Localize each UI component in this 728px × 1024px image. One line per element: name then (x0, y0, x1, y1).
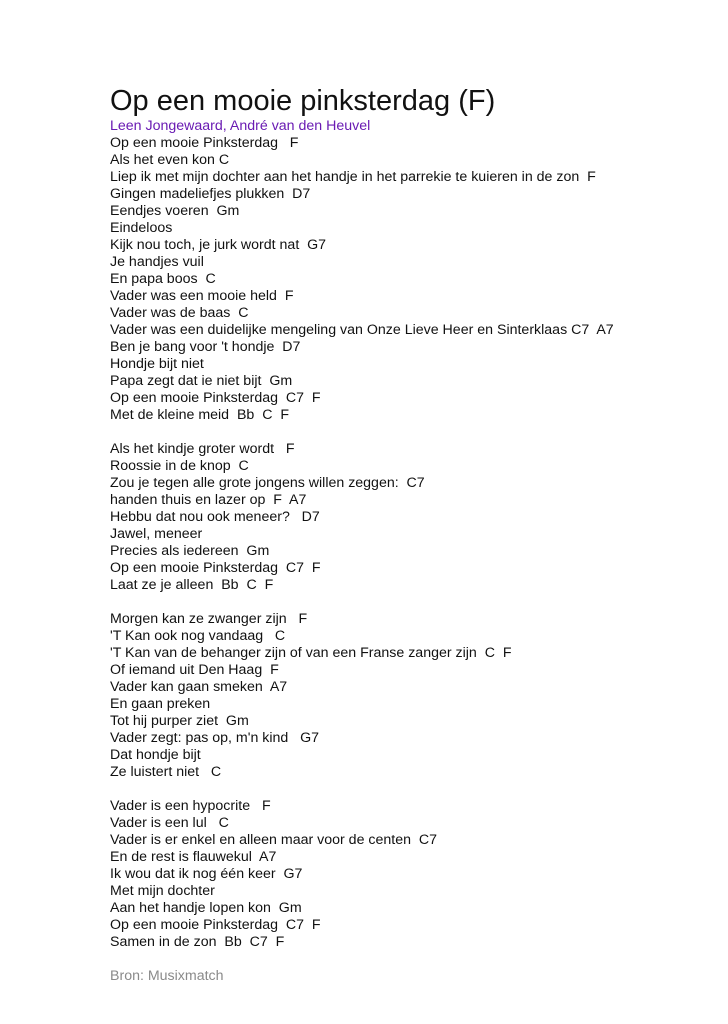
lyric-line: Vader zegt: pas op, m'n kind G7 (110, 730, 320, 746)
lyric-line: Ze luistert niet C (110, 764, 222, 780)
lyric-line: Gingen madeliefjes plukken D7 (110, 186, 311, 202)
song-authors: Leen Jongewaard, André van den Heuvel (110, 118, 371, 134)
lyric-line: Tot hij purper ziet Gm (110, 713, 249, 729)
lyric-line: Ik wou dat ik nog één keer G7 (110, 866, 303, 882)
lyric-line: Met mijn dochter (110, 883, 215, 899)
lyric-line: En papa boos C (110, 271, 216, 287)
lyric-line: Als het even kon C (110, 152, 230, 168)
lyric-line: Hondje bijt niet (110, 356, 204, 372)
lyric-line: Morgen kan ze zwanger zijn F (110, 611, 308, 627)
lyric-line: Op een mooie Pinksterdag C7 F (110, 560, 321, 576)
lyric-line: Vader is een lul C (110, 815, 229, 831)
lyric-line: Papa zegt dat ie niet bijt Gm (110, 373, 293, 389)
lyric-line: Vader kan gaan smeken A7 (110, 679, 288, 695)
lyrics (110, 135, 710, 951)
lyric-line: Samen in de zon Bb C7 F (110, 934, 285, 950)
lyric-line: Je handjes vuil (110, 254, 204, 270)
lyric-line: En gaan preken (110, 696, 211, 712)
lyric-line: Kijk nou toch, je jurk wordt nat G7 (110, 237, 327, 253)
lyric-line: Zou je tegen alle grote jongens willen zeggen: C7 (110, 475, 425, 491)
lyric-line: Liep ik met mijn dochter aan het handje in het parrekie te kuieren in de zon F (110, 169, 596, 185)
lyric-line: Of iemand uit Den Haag F (110, 662, 279, 678)
lyric-line: Vader was de baas C (110, 305, 249, 321)
stanza-gap (110, 424, 710, 441)
stanza (110, 441, 710, 594)
source-credit: Bron: Musixmatch (110, 968, 224, 984)
lyric-line: Aan het handje lopen kon Gm (110, 900, 302, 916)
lyric-line: 'T Kan van de behanger zijn of van een Franse zanger zijn C F (110, 645, 512, 661)
lyric-line: Vader is een hypocrite F (110, 798, 271, 814)
lyric-line: Laat ze je alleen Bb C F (110, 577, 274, 593)
lyric-line: Vader was een mooie held F (110, 288, 294, 304)
lyric-line: Hebbu dat nou ook meneer? D7 (110, 509, 320, 525)
lyric-line: Met de kleine meid Bb C F (110, 407, 289, 423)
lyric-line: Roossie in de knop C (110, 458, 249, 474)
lyric-line: Op een mooie Pinksterdag C7 F (110, 390, 321, 406)
lyric-line: Op een mooie Pinksterdag C7 F (110, 917, 321, 933)
lyric-line: Dat hondje bijt (110, 747, 201, 763)
stanza (110, 798, 710, 951)
lyric-line: Jawel, meneer (110, 526, 203, 542)
lyric-line: Precies als iedereen Gm (110, 543, 270, 559)
lyric-line: Eindeloos (110, 220, 173, 236)
stanza-gap (110, 781, 710, 798)
lyric-line: Vader was een duidelijke mengeling van Onze Lieve Heer en Sinterklaas C7 A7 (110, 322, 614, 338)
stanza-gap (110, 594, 710, 611)
lyric-line: Ben je bang voor 't hondje D7 (110, 339, 301, 355)
lyric-line: Als het kindje groter wordt F (110, 441, 295, 457)
lyric-line: 'T Kan ook nog vandaag C (110, 628, 286, 644)
lyric-line: handen thuis en lazer op F A7 (110, 492, 307, 508)
song-sheet (110, 84, 710, 985)
stanza (110, 611, 710, 781)
stanza (110, 135, 710, 424)
lyric-line: Op een mooie Pinksterdag F (110, 135, 299, 151)
lyric-line: Vader is er enkel en alleen maar voor de centen C7 (110, 832, 438, 848)
lyric-line: En de rest is flauwekul A7 (110, 849, 277, 865)
song-title: Op een mooie pinksterdag (F) (110, 85, 496, 117)
lyric-line: Eendjes voeren Gm (110, 203, 240, 219)
